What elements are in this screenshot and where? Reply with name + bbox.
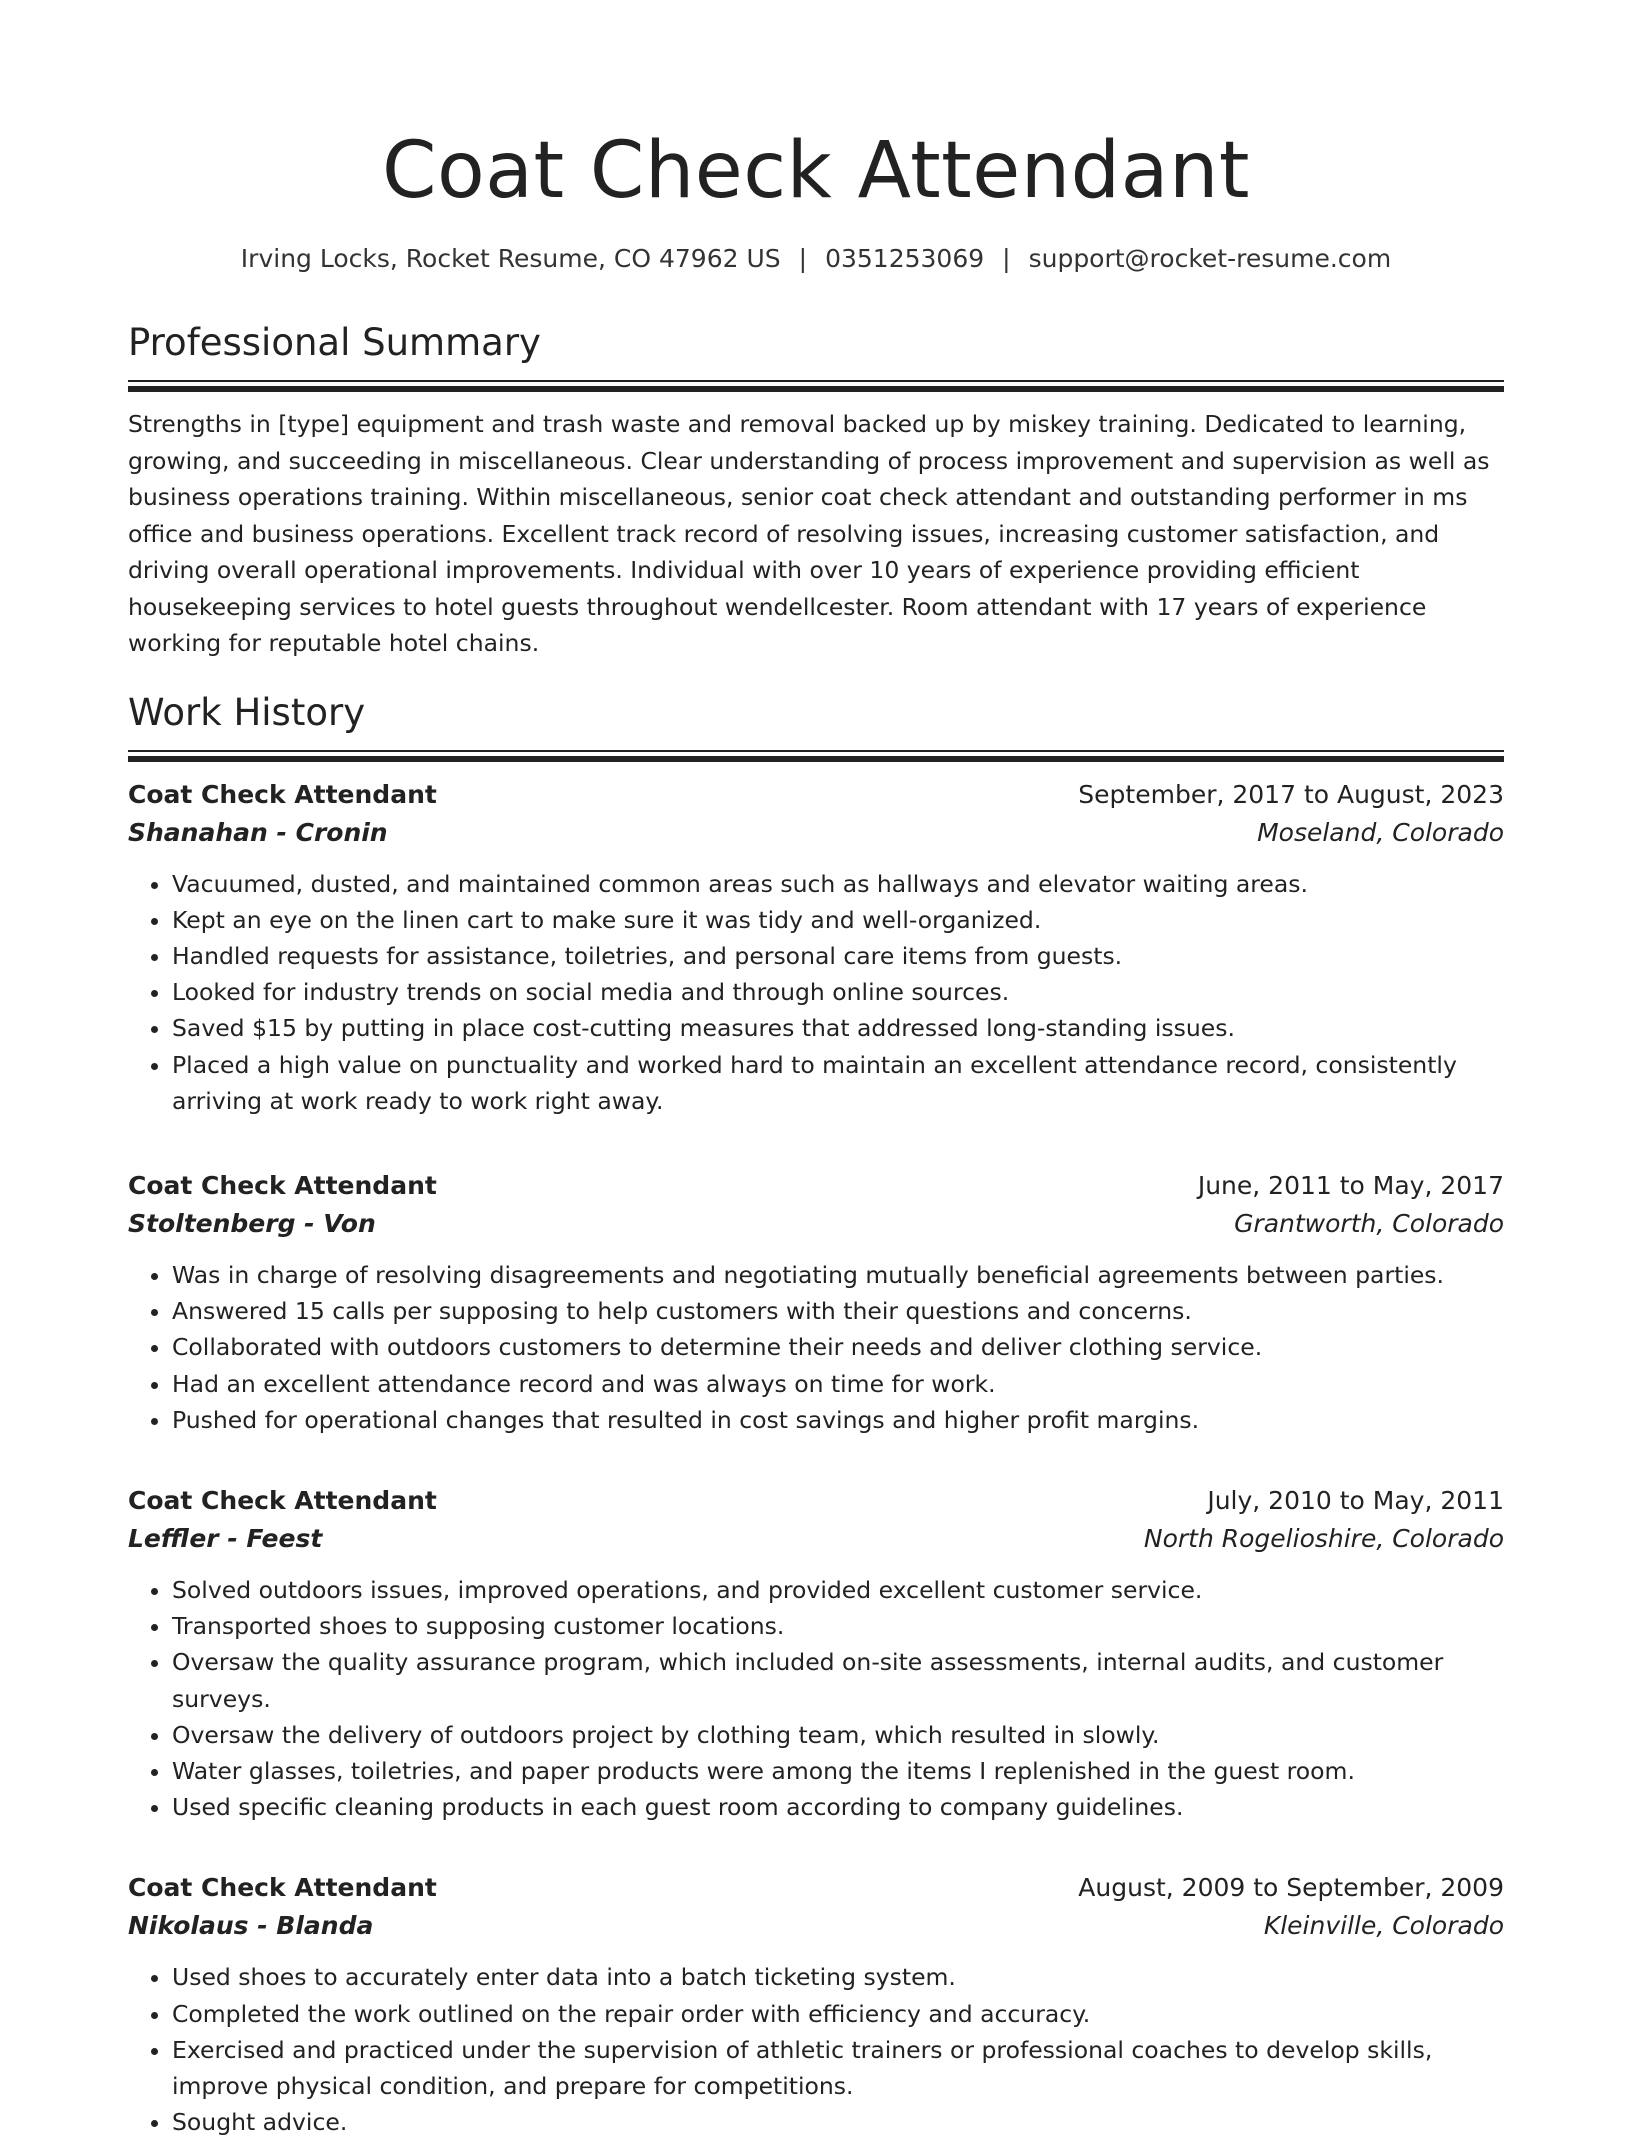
job-entry: [128, 1482, 1504, 1825]
job-entry: [128, 1167, 1504, 1438]
resume-page: [128, 0, 1504, 2140]
job-company-row: [128, 1520, 1504, 1558]
section-rule-thick: [128, 386, 1504, 392]
contact-separator: |: [1002, 242, 1010, 276]
contact-separator: |: [799, 242, 807, 276]
section-rule: [128, 750, 1504, 752]
contact-email: support@rocket-resume.com: [1029, 244, 1392, 273]
summary-text: Strengths in [type] equipment and trash waste and removal backed up by miskey training. Dedicated to learning, growing, and succeeding in miscellaneous. Clear understanding of process improvement and supervision as well as business operations training. Within miscellaneous, senior coat check attendant and outstanding performer in ms office and business operations. Excellent track record of resolving issues, increasing customer satisfaction, and driving overall operational improvements. Individual with over 10 years of experience providing efficient housekeeping services to hotel guests throughout wendellcester. Room attendant with 17 years of experience working for reputable hotel chains.: [128, 406, 1504, 662]
contact-line: [128, 242, 1504, 276]
job-bullet: • Kept an eye on the linen cart to make sure it was tidy and well-organized.: [172, 902, 1504, 938]
job-bullet: • Transported shoes to supposing customer locations.: [172, 1608, 1504, 1644]
job-bullet: • Vacuumed, dusted, and maintained common areas such as hallways and elevator waiting areas.: [172, 866, 1504, 902]
work-history-section: [128, 690, 1504, 2140]
job-bullet: • Placed a high value on punctuality and worked hard to maintain an excellent attendance record, consistently arriving at work ready to work right away.: [172, 1047, 1504, 1119]
job-header-row: [128, 1167, 1504, 1205]
job-header-row: [128, 1482, 1504, 1520]
section-rule-thick: [128, 756, 1504, 762]
job-company: Nikolaus - Blanda: [128, 1907, 373, 1945]
job-bullet: • Handled requests for assistance, toiletries, and personal care items from guests.: [172, 938, 1504, 974]
job-header-row: [128, 776, 1504, 814]
job-company: Shanahan - Cronin: [128, 814, 388, 852]
job-bullet: • Used specific cleaning products in each guest room according to company guidelines.: [172, 1789, 1504, 1825]
job-dates: August, 2009 to September, 2009: [1078, 1869, 1504, 1907]
job-location: Grantworth, Colorado: [1234, 1205, 1504, 1243]
job-title: Coat Check Attendant: [128, 776, 437, 814]
job-title: Coat Check Attendant: [128, 1869, 437, 1907]
job-dates: July, 2010 to May, 2011: [1207, 1482, 1504, 1520]
job-company: Leffler - Feest: [128, 1520, 322, 1558]
job-bullet: • Solved outdoors issues, improved operations, and provided excellent customer service.: [172, 1572, 1504, 1608]
job-bullet-list: [128, 1257, 1504, 1438]
section-title-summary: Professional Summary: [128, 320, 1504, 366]
job-bullet: • Looked for industry trends on social media and through online sources.: [172, 974, 1504, 1010]
job-bullet: • Water glasses, toiletries, and paper products were among the items I replenished in the guest room.: [172, 1753, 1504, 1789]
job-title: Coat Check Attendant: [128, 1167, 437, 1205]
job-title: Coat Check Attendant: [128, 1482, 437, 1520]
summary-section: [128, 320, 1504, 662]
job-bullet: • Sought advice.: [172, 2104, 1504, 2140]
section-title-work-history: Work History: [128, 690, 1504, 736]
job-bullet: • Collaborated with outdoors customers to determine their needs and deliver clothing service.: [172, 1329, 1504, 1365]
job-bullet: • Pushed for operational changes that resulted in cost savings and higher profit margins.: [172, 1402, 1504, 1438]
job-dates: June, 2011 to May, 2017: [1198, 1167, 1504, 1205]
job-header-row: [128, 1869, 1504, 1907]
contact-address: Irving Locks, Rocket Resume, CO 47962 US: [241, 244, 781, 273]
job-bullet: • Saved $15 by putting in place cost-cutting measures that addressed long-standing issues.: [172, 1010, 1504, 1046]
job-bullet-list: [128, 1572, 1504, 1825]
job-bullet: • Used shoes to accurately enter data into a batch ticketing system.: [172, 1959, 1504, 1995]
job-location: North Rogelioshire, Colorado: [1144, 1520, 1504, 1558]
job-location: Moseland, Colorado: [1257, 814, 1504, 852]
job-list: [128, 776, 1504, 2140]
job-bullet: • Oversaw the delivery of outdoors project by clothing team, which resulted in slowly.: [172, 1717, 1504, 1753]
job-bullet: • Completed the work outlined on the repair order with efficiency and accuracy.: [172, 1996, 1504, 2032]
job-bullet-list: [128, 1959, 1504, 2140]
resume-name: Coat Check Attendant: [128, 0, 1504, 216]
job-entry: [128, 776, 1504, 1119]
job-bullet-list: [128, 866, 1504, 1119]
job-company-row: [128, 1907, 1504, 1945]
job-dates: September, 2017 to August, 2023: [1078, 776, 1504, 814]
job-company-row: [128, 1205, 1504, 1243]
job-entry: [128, 1869, 1504, 2140]
job-company: Stoltenberg - Von: [128, 1205, 376, 1243]
job-bullet: • Had an excellent attendance record and was always on time for work.: [172, 1366, 1504, 1402]
job-location: Kleinville, Colorado: [1264, 1907, 1504, 1945]
job-bullet: • Was in charge of resolving disagreements and negotiating mutually beneficial agreements between parties.: [172, 1257, 1504, 1293]
contact-phone: 0351253069: [825, 244, 984, 273]
job-bullet: • Exercised and practiced under the supervision of athletic trainers or professional coaches to develop skills, improve physical condition, and prepare for competitions.: [172, 2032, 1504, 2104]
job-bullet: • Answered 15 calls per supposing to help customers with their questions and concerns.: [172, 1293, 1504, 1329]
job-bullet: • Oversaw the quality assurance program, which included on-site assessments, internal audits, and customer surveys.: [172, 1644, 1504, 1716]
job-company-row: [128, 814, 1504, 852]
section-rule: [128, 380, 1504, 382]
